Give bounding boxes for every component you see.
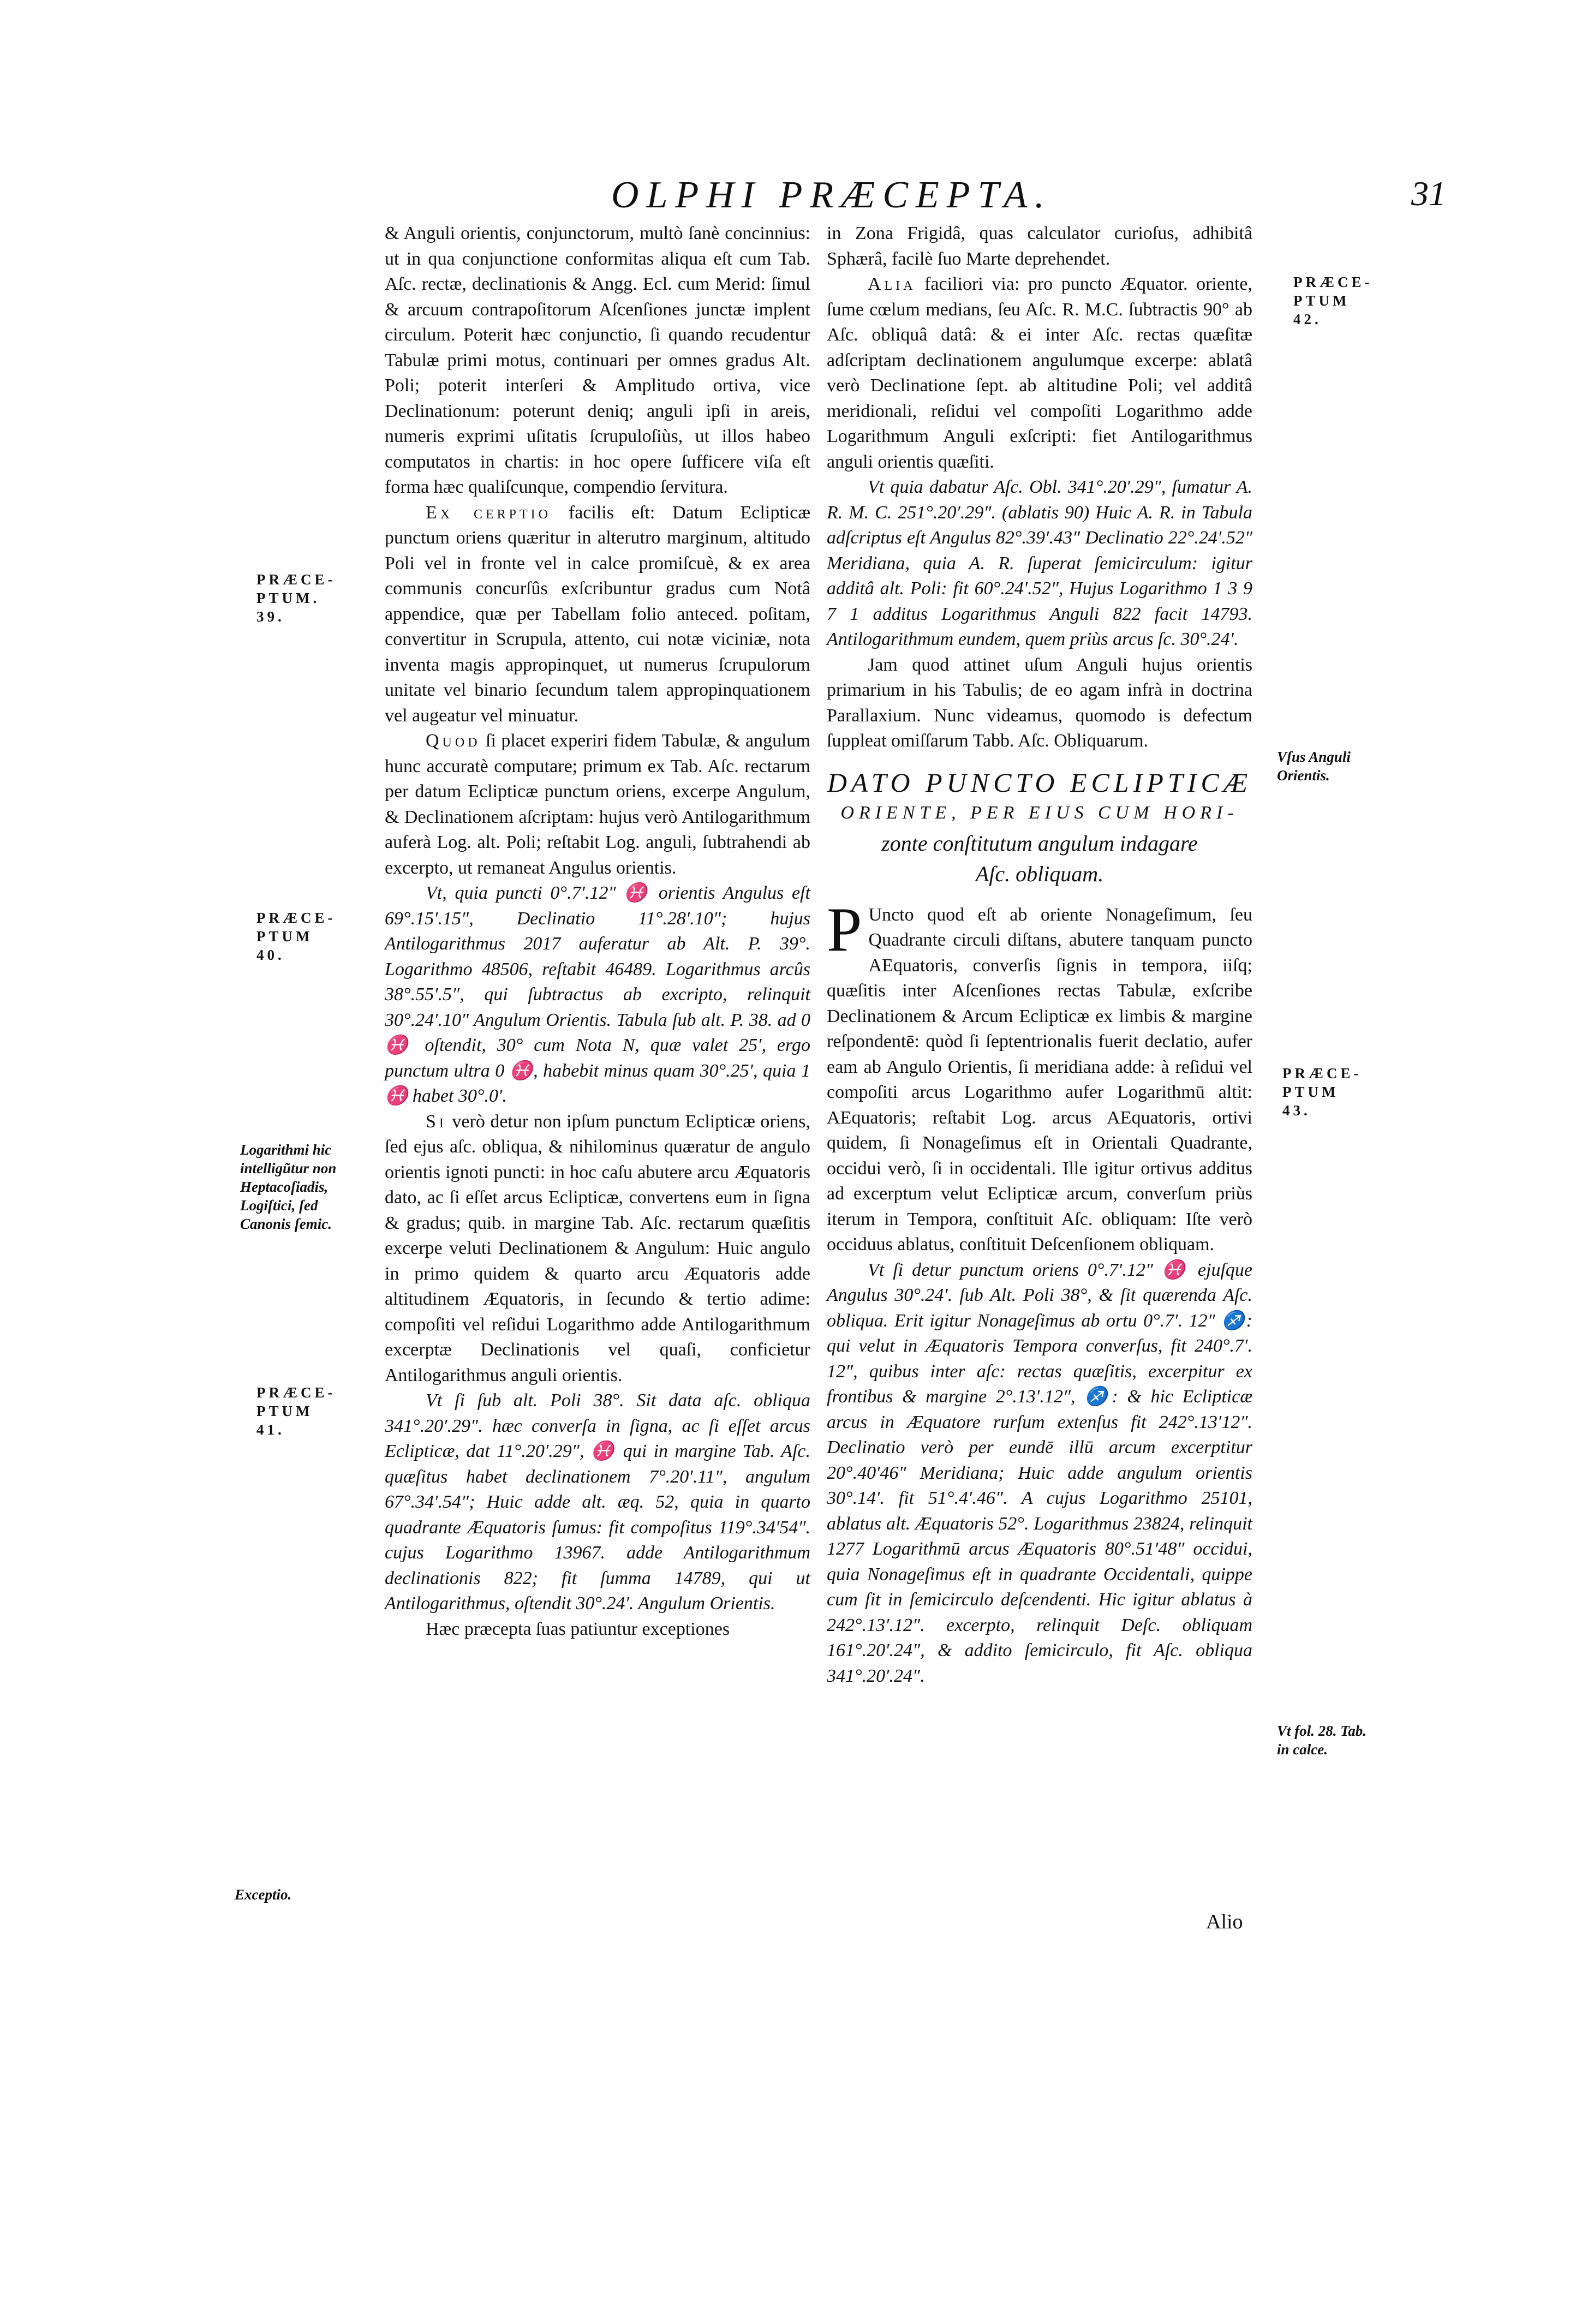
- section-heading-line: DATO PUNCTO ECLIPTICÆ: [827, 767, 1252, 798]
- paragraph-text: verò detur non ipſum punctum Eclipticæ oriens, ſed ejus aſc. obliqua, & nihilominus quæratur de angulo orientis ignoti puncti: in hoc caſu abutere arcu Æquatoris dato, ac ſi eſſet arcus Eclipticæ, convertens eum in ſigna & gradus; quib. in margine Tab. Aſc. rectarum quæſitis excerpe veluti Declinationem & Angulum: Huic angulo in primo quidem & quarto arcu Æquatoris adde altitudinem Æquatoris, in ſecundo & tertio adime: compoſiti vel reſidui Logarithmo adde Antilogarithmum excerptæ Declinationis vel quaſi, conficietur Antilogarithmus anguli orientis.: [385, 1111, 810, 1385]
- left-column: [385, 221, 810, 1642]
- paragraph: [385, 500, 810, 729]
- paragraph: [385, 1109, 810, 1389]
- margin-note-logarithmi: Logarithmi hic intelligũtur non Heptacoſiadis, Logiſtici, ſed Canonis ſemic.: [240, 1142, 337, 1232]
- lead-word: Quod: [426, 731, 481, 751]
- paragraph: [827, 894, 1252, 1258]
- section-heading-line: ORIENTE, PER EIUS CUM HORI-: [840, 802, 1239, 823]
- section-heading-line: zonte conſtitutum angulum indagare: [881, 831, 1198, 856]
- example-paragraph: Vt ſi ſub alt. Poli 38°. Sit data aſc. obliqua 341°.20′.29″. hæc converſa in ſigna, ac ſi eſſet arcus Eclipticæ, dat 11°.20′.29″, ♓ qui in margine Tab. Aſc. quæſitus habet declinationem 7°.20′.11″, angulum 67°.34′.54″; Huic adde alt. æq. 52, quia in quarto quadrante Æquatoris ſumus: fit compoſitus 119°.34′54″. cujus Logarithmo 13967. adde Antilogarithmum declinationis 822; fit ſumma 14789, qui ut Antilogarithmus, oſtendit 30°.24′. Angulum Orientis.: [385, 1390, 810, 1614]
- margin-note-precept-42: PRÆCE- PTUM 42.: [1293, 274, 1373, 327]
- page-header: [611, 174, 1446, 223]
- example-paragraph: Vt quia dabatur Aſc. Obl. 341°.20′.29″, ſumatur A. R. M. C. 251°.20′.29″. (ablatis 90) Huic A. R. in Tabula adſcriptus eſt Angulus 82°.39′.43″ Declinatio 22°.24′.52″ Meridiana, quia A. R. ſuperat ſemicirculum: igitur additâ alt. Poli: fit 60°.24′.52″, Hujus Logarithmo 1 3 9 7 1 additus Logarithmus Anguli 822 facit 14793. Antilogarithmum eundem, quem priùs arcus ſc. 30°.24′.: [827, 477, 1252, 649]
- section-heading-line: Aſc. obliquam.: [975, 861, 1104, 886]
- lead-word: Ex cerptio: [426, 502, 551, 523]
- spacer: [827, 754, 1252, 767]
- margin-note-precept-41: PRÆCE- PTUM 41.: [256, 1384, 336, 1438]
- example-paragraph: Vt ſi detur punctum oriens 0°.7′.12″ ♓ ejuſque Angulus 30°.24′. ſub Alt. Poli 38°, & ſit quærenda Aſc. obliqua. Erit igitur Nonageſimus ab ortu 0°.7′. 12″ ♐: qui velut in Æquatoris Tempora converſus, fit 240°.7′. 12″, quibus inter aſc: rectas quæſitis, excerpitur ex frontibus & margine 2°.13′.12″, ♐: & hic Eclipticæ arcus in Æquatore rurſum extenſus fit 242°.13′12″. Declinatio verò per eundē illū arcum excerptitur 20°.40′46″ Meridiana; Huic adde angulum orientis 30°.14′. fit 51°.4′.46″. A cujus Logarithmo 25101, ablatus alt. Æquatoris 52°. Logarithmus 23824, relinquit 1277 Logarithmū arcus Æquatoris 80°.51′48″ occidui, quia Nonageſimus eſt in quadrante Occidentali, quippe cum ſit in ſemicirculo deſcendenti. Hic igitur ablatus à 242°.13′.12″. excerpto, relinquit Deſc. obliquam 161°.20′.24″, & addito ſemicirculo, fit Aſc. obliqua 341°.20′.24″.: [827, 1259, 1252, 1686]
- lead-word: Alia: [868, 274, 916, 294]
- margin-note-exceptio: Exceptio.: [235, 1886, 292, 1903]
- paragraph: in Zona Frigidâ, quas calculator curioſus, adhibitâ Sphærâ, facilè ſuo Marte deprehendet.: [827, 223, 1252, 269]
- margin-note-precept-40: PRÆCE- PTUM 40.: [256, 910, 336, 963]
- paragraph-text: Uncto quod eſt ab oriente Nonageſimum, ſeu Quadrante circuli diſtans, abutere tanquam puncto AEquatoris, converſis ſignis in tempora, iiſq; quæſitis inter Aſcenſiones rectas Tabulæ, exſcribe Declinationem & Arcum Eclipticæ ex limbis & margine reſpondentē: quòd ſi ſeptentrionalis fuerit declatio, aufer eam ab Angulo Orientis, ſi meridiana adde: à reſidui vel compoſiti arcus Logarithmo aufer Logarithmū altit: AEquatoris; reſtabit Log. arcus AEquatoris, ortivi quidem, ſi Nonageſimus eſt in Orientali Quadrante, occidui verò, ſi in occidentali. Ille igitur ortivus additus ad excerptum velut Eclipticæ arcum, converſum priùs iterum in Tempora, conſtituit Aſc. obliquam: Iſte verò occiduus ablatus, conſtituit Deſcenſionem obliquam.: [827, 904, 1252, 1254]
- margin-note-usus-anguli: Vſus Anguli Orientis.: [1277, 749, 1351, 784]
- right-column: [827, 221, 1252, 1689]
- paragraph-text: facilis eſt: Datum Eclipticæ punctum oriens quæritur in alterutro marginum, altitudo Poli vel in fronte vel in calce promiſcuè, & ex area communis concurſûs exſcribuntur gradus cum Notâ appendice, quæ per Tabellam folio anteced. poſitam, convertitur in Scrupula, attento, cui notæ viciniæ, nota inventa magis appropinquet, ut numerus ſcrupulorum unitate vel binario ſecundum talem appropinquationem vel augeatur vel minuatur.: [385, 502, 810, 726]
- paragraph: [385, 728, 810, 881]
- margin-note-vt-fol: Vt fol. 28. Tab. in calce.: [1277, 1723, 1367, 1758]
- margin-note-precept-43: PRÆCE- PTUM 43.: [1282, 1065, 1362, 1119]
- catchword: Alio: [1206, 1910, 1243, 1933]
- paragraph: [827, 272, 1252, 475]
- paragraph-text: ſi placet experiri fidem Tabulæ, & angulum hunc accuratè computare; primum ex Tab. Aſc. rectarum per datum Eclipticæ punctum oriens, excerpe Angulum, & Declinationem aſcriptam: hujus verò Antilogarithmum auferà Log. alt. Poli; reſtabit Log. anguli, ſubtrahendi ab excerpto, ut remaneat Angulus orientis.: [385, 731, 810, 878]
- page-number: 31: [1411, 174, 1446, 213]
- lead-word: Si: [426, 1111, 447, 1132]
- margin-note-precept-39: PRÆCE- PTUM. 39.: [256, 571, 336, 625]
- running-title: OLPHI PRÆCEPTA.: [611, 174, 1052, 216]
- paragraph: & Anguli orientis, conjunctorum, multò ſanè concinnius: ut in qua conjunctione conformitas aliqua eſt cum Tab. Aſc. rectæ, declinationis & Angg. Ecl. cum Merid: ſimul & arcuum contrapoſitorum Aſcenſiones junctæ implent circulum. Poterit hæc conjunctio, ſi quando recudentur Tabulæ primi motus, continuari per omnes gradus Alt. Poli; poterit interſeri & Amplitudo ortiva, vice Declinationum: poterunt deniq; anguli ipſi in areis, numeris exprimi uſitatis ſcrupuloſiùs, ut illos habeo computatos in chartis: in hoc opere ſufficere viſa eſt forma hæc qualiſcunque, compendio ſervitura.: [385, 223, 810, 497]
- paragraph-text: faciliori via: pro puncto Æquator. oriente, ſume cœlum medians, ſeu Aſc. R. M.C. ſubtractis 90° ab Aſc. obliquâ datâ: & ei inter Aſc. rectas quæſitæ adſcriptam declinationem angulumque excerpe: ablatâ verò Declinatione ſept. ab altitudine Poli; vel additâ meridionali, reſidui vel compoſiti Logarithmo adde Logarithmum Anguli exſcripti: fiet Antilogarithmus anguli orientis quæſiti.: [827, 274, 1252, 472]
- drop-cap: P: [827, 894, 862, 965]
- paragraph: Hæc præcepta ſuas patiuntur exceptiones: [426, 1618, 730, 1639]
- spacer: [827, 889, 1252, 903]
- example-paragraph: Vt, quia puncti 0°.7′.12″ ♓ orientis Angulus eſt 69°.15′.15″, Declinatio 11°.28′.10″; hujus Antilogarithmus 2017 auferatur ab Alt. P. 39°. Logarithmo 48506, reſtabit 46489. Logarithmus arcûs 38°.55′.5″, qui ſubtractus ab excripto, relinquit 30°.24′.10″ Angulum Orientis. Tabula ſub alt. P. 38. ad 0 ♓ oſtendit, 30° cum Nota N, quæ valet 25′, ergo punctum ultra 0 ♓, habebit minus quam 30°.25′, quia 1 ♓ habet 30°.0′.: [385, 883, 810, 1106]
- paragraph: Jam quod attinet uſum Anguli hujus orientis primarium in his Tabulis; de eo agam infrà in doctrina Parallaxium. Nunc videamus, quomodo is defectum ſuppleat omiſſarum Tabb. Aſc. Obliquarum.: [827, 654, 1252, 751]
